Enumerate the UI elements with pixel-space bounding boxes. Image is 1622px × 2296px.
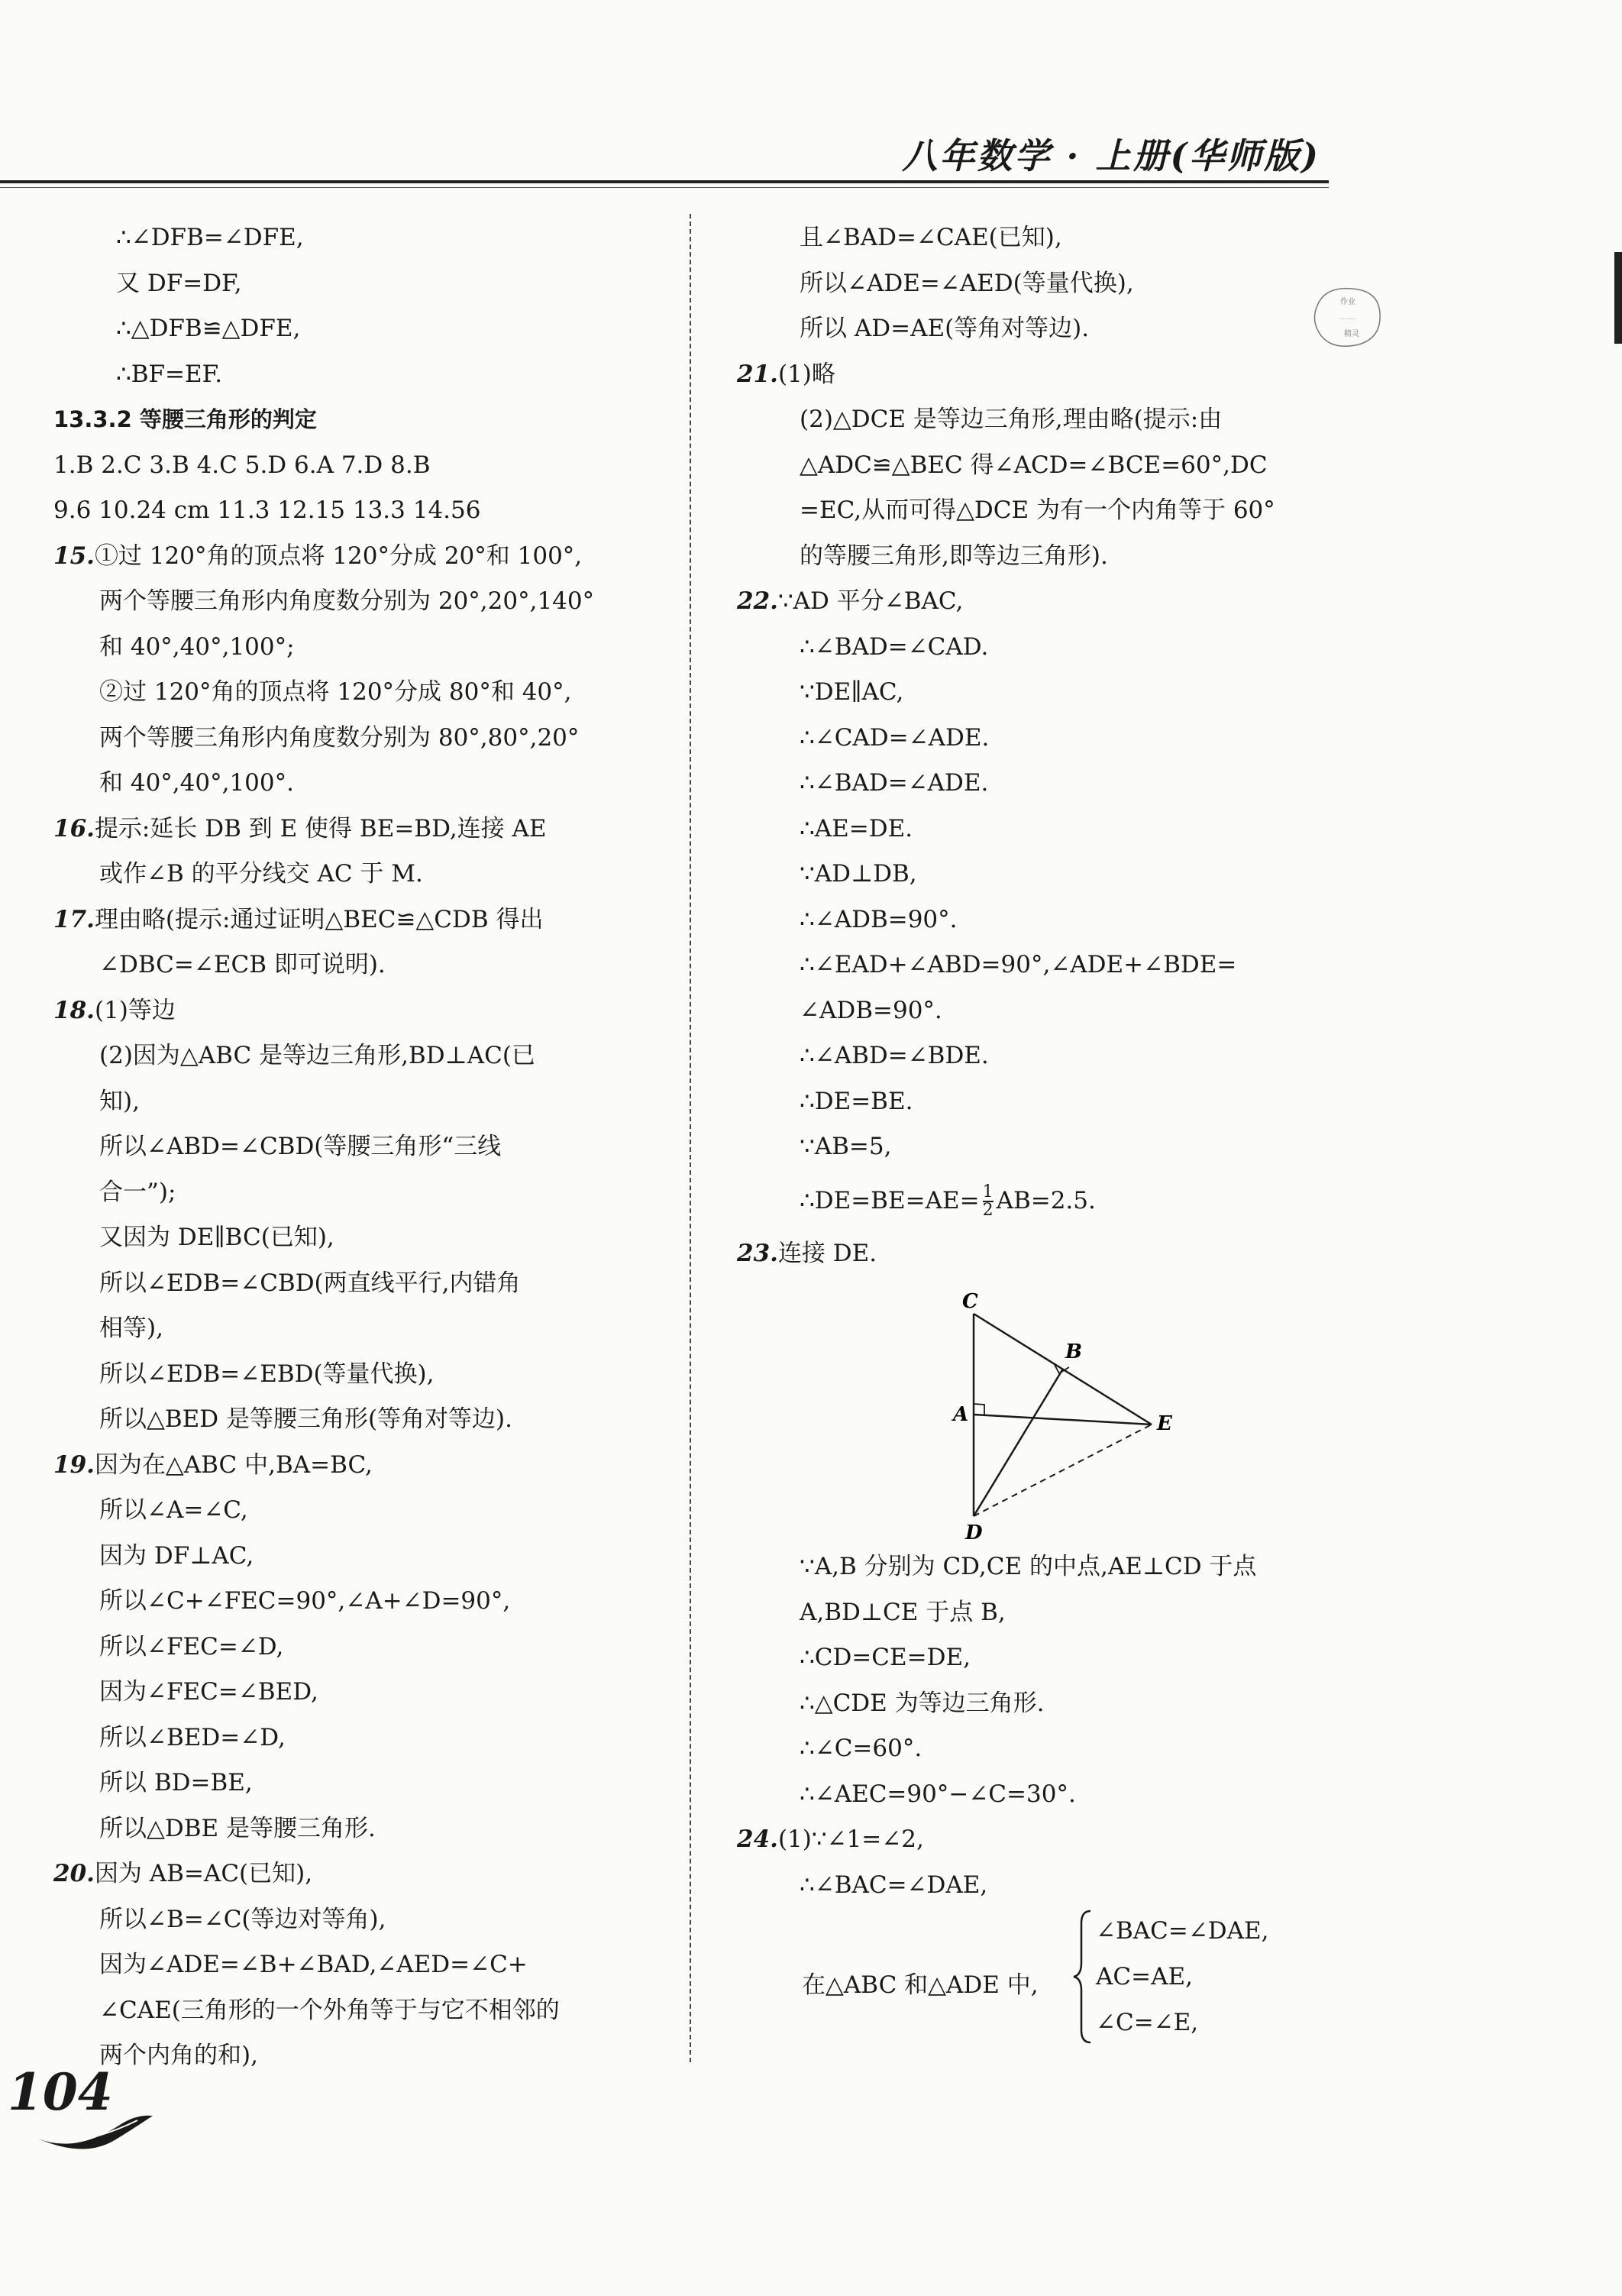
- text-line: [737, 1590, 1340, 1636]
- line-text: 所以∠ADE=∠AED(等量代换),: [800, 269, 1134, 297]
- text-line: [53, 1625, 664, 1670]
- text-line: [737, 943, 1340, 988]
- text-line: [53, 1851, 664, 1897]
- text-line: [53, 2033, 664, 2079]
- question-number: 17.: [53, 905, 95, 933]
- text-line: [737, 488, 1340, 534]
- line-text: (2)因为△ABC 是等边三角形,BD⊥AC(已: [99, 1042, 535, 1069]
- line-text: 所以△BED 是等腰三角形(等角对等边).: [99, 1405, 513, 1433]
- line-text: 所以 BD=BE,: [99, 1769, 253, 1796]
- text-line: [737, 761, 1340, 807]
- fraction-half: [983, 1184, 994, 1219]
- line-text: 因为 DF⊥AC,: [99, 1541, 254, 1570]
- fraction-denominator: 2: [982, 1201, 994, 1220]
- line-text: ∴CD=CE=DE,: [800, 1644, 971, 1671]
- line-text: ∴∠C=60°.: [800, 1735, 922, 1762]
- text-line: [737, 1817, 1340, 1863]
- line-text: 所以△DBE 是等腰三角形.: [99, 1814, 376, 1842]
- text-line: [53, 1806, 664, 1852]
- line-text: 两个等腰三角形内角度数分别为 80°,80°,20°: [99, 723, 580, 752]
- question-number: 21.: [737, 360, 778, 388]
- line-text: 和 40°,40°,100°;: [99, 632, 295, 661]
- geometry-figure: [947, 1291, 1207, 1543]
- line-text: 所以∠C+∠FEC=90°,∠A+∠D=90°,: [99, 1587, 511, 1615]
- text-line: [53, 1897, 664, 1943]
- line-text: ∴∠ABD=∠BDE.: [800, 1042, 989, 1069]
- line-text: ∵DE∥AC,: [800, 678, 904, 706]
- line-text: 9.6 10.24 cm 11.3 12.15 13.3 14.56: [53, 496, 481, 524]
- text-line: [737, 534, 1340, 580]
- text-line: [53, 1033, 664, 1079]
- text-line: [737, 1544, 1340, 1590]
- text-line: [53, 1397, 664, 1443]
- text-line: [53, 761, 664, 807]
- line-text: (2)△DCE 是等边三角形,理由略(提示:由: [800, 406, 1223, 433]
- text-line: [737, 1726, 1340, 1772]
- text-line: [53, 1579, 664, 1625]
- line-text: 所以∠EDB=∠EBD(等量代换),: [99, 1360, 435, 1388]
- text-line: [53, 1352, 664, 1398]
- text-line: [53, 1761, 664, 1806]
- text-line: [53, 1488, 664, 1534]
- text-line: [53, 1716, 664, 1761]
- q23-heading: [737, 1231, 1340, 1277]
- system-items: [1096, 1908, 1269, 2045]
- question-number: 19.: [53, 1450, 95, 1479]
- svg-text:··········: ··········: [1339, 316, 1357, 322]
- segment-ae: [974, 1415, 1152, 1424]
- text-line: [737, 807, 1340, 852]
- line-text: A,BD⊥CE 于点 B,: [800, 1598, 1006, 1626]
- line-text: 知),: [99, 1087, 140, 1115]
- line-text: 所以∠A=∠C,: [99, 1496, 248, 1524]
- line-text: ∴△DFB≌△DFE,: [116, 315, 301, 342]
- line-text: 合一”);: [99, 1178, 176, 1206]
- line-text: ∴∠BAD=∠ADE.: [800, 769, 989, 797]
- text-line: [737, 261, 1340, 307]
- line-text: 又因为 DE∥BC(已知),: [99, 1224, 334, 1251]
- text-line: [737, 625, 1340, 671]
- text-line: [737, 1681, 1340, 1727]
- right-column: [737, 215, 1340, 1276]
- line-text: ∴AE=DE.: [800, 814, 913, 842]
- line-text: 所以∠EDB=∠CBD(两直线平行,内错角: [99, 1269, 521, 1297]
- text-line: [53, 1079, 664, 1125]
- fraction-numerator: 1: [982, 1182, 994, 1201]
- line-text: 所以∠BED=∠D,: [99, 1723, 286, 1751]
- text-line: [53, 625, 664, 671]
- text-line: [737, 215, 1340, 261]
- line-text: 所以∠B=∠C(等边对等角),: [99, 1905, 386, 1933]
- text-line: [737, 1033, 1340, 1079]
- right-angle-mark-a: [974, 1404, 984, 1415]
- leaf-ornament-icon: [31, 2093, 160, 2162]
- line-text: ∴∠EAD+∠ABD=90°,∠ADE+∠BDE=: [800, 951, 1237, 978]
- text-line: [53, 1942, 664, 1988]
- question-number: 22.: [737, 587, 778, 615]
- line-text: 因为∠FEC=∠BED,: [99, 1678, 318, 1706]
- text-line: [737, 670, 1340, 716]
- text-line: [737, 897, 1340, 943]
- text-line: [737, 852, 1340, 897]
- left-column: [53, 215, 664, 2079]
- system-item: ∠BAC=∠DAE,: [1096, 1917, 1269, 1945]
- line-text: ∠DBC=∠ECB 即可说明).: [99, 951, 386, 978]
- text-line: [737, 579, 1340, 625]
- text-line: [53, 807, 664, 852]
- line-text: 提示:延长 DB 到 E 使得 BE=BD,连接 AE: [94, 814, 547, 842]
- line-text: 两个内角的和),: [99, 2042, 258, 2069]
- line-text: 且∠BAD=∠CAE(已知),: [800, 224, 1062, 251]
- system-item: ∠C=∠E,: [1096, 2009, 1199, 2036]
- text-line: [53, 670, 664, 716]
- section-heading: [53, 397, 664, 443]
- label-e: E: [1157, 1412, 1172, 1435]
- label-a: A: [953, 1403, 969, 1426]
- text-line: [53, 852, 664, 897]
- line-text: ∴△CDE 为等边三角形.: [800, 1689, 1045, 1717]
- line-text: ∠CAE(三角形的一个外角等于与它不相邻的: [99, 1996, 560, 2024]
- curly-brace: [1071, 1908, 1094, 2045]
- question-number: 18.: [53, 996, 95, 1024]
- text-line: [737, 1863, 1340, 1909]
- question-number: 20.: [53, 1860, 95, 1887]
- line-text: ∵A,B 分别为 CD,CE 的中点,AE⊥CD 于点: [800, 1553, 1257, 1580]
- text-line: [737, 988, 1340, 1034]
- question-number: 23.: [737, 1239, 778, 1267]
- text-line: [737, 1772, 1340, 1818]
- header-rule-thin: [0, 187, 1329, 188]
- line-text: △ADC≌△BEC 得∠ACD=∠BCE=60°,DC: [800, 451, 1268, 479]
- text-line: [53, 261, 664, 307]
- text-line: [53, 352, 664, 398]
- text-line: [737, 1124, 1340, 1170]
- right-column-bottom: [737, 1544, 1340, 1908]
- text-line: [53, 1124, 664, 1170]
- text-line: [53, 488, 664, 534]
- line-text: ②过 120°角的顶点将 120°分成 80°和 40°,: [99, 678, 572, 706]
- column-divider: [690, 214, 691, 2062]
- line-text: 两个等腰三角形内角度数分别为 20°,20°,140°: [99, 587, 595, 615]
- text-line: [53, 1670, 664, 1716]
- text-line: [53, 534, 664, 580]
- text-line: [53, 1443, 664, 1489]
- question-number: 16.: [53, 814, 95, 842]
- line-text: ∴∠BAD=∠CAD.: [800, 632, 989, 661]
- line-text: 或作∠B 的平分线交 AC 于 M.: [99, 860, 423, 888]
- line-text: ∵AD 平分∠BAC,: [777, 587, 964, 615]
- page-edge-mark: [1614, 252, 1622, 344]
- line-text: =EC,从而可得△DCE 为有一个内角等于 60°: [800, 496, 1275, 524]
- text-line: [53, 988, 664, 1034]
- line-text: 13.3.2 等腰三角形的判定: [53, 406, 317, 432]
- text-line: [53, 1988, 664, 2034]
- text-line: [737, 352, 1340, 398]
- page-number: 104: [8, 2062, 113, 2122]
- line-text: 因为 AB=AC(已知),: [94, 1860, 313, 1887]
- system-item: AC=AE,: [1096, 1963, 1193, 1990]
- line-text: ∴BF=EF.: [116, 360, 223, 388]
- line-text: ∵AB=5,: [800, 1133, 892, 1160]
- line-text: (1)∵∠1=∠2,: [777, 1825, 924, 1853]
- header-rule: [0, 180, 1329, 183]
- line-text: ∴∠ADB=90°.: [800, 905, 958, 933]
- text-line: [53, 897, 664, 943]
- text-line: [53, 943, 664, 988]
- text-line: [737, 1635, 1340, 1681]
- line-text: (1)等边: [94, 996, 176, 1024]
- text-line: [737, 306, 1340, 352]
- text-line: [53, 215, 664, 261]
- line-text: 理由略(提示:通过证明△BEC≌△CDB 得出: [94, 905, 544, 933]
- text-line: [737, 1079, 1340, 1125]
- line-text: 所以∠ABD=∠CBD(等腰三角形“三线: [99, 1133, 502, 1160]
- label-d: D: [965, 1522, 983, 1543]
- line-text: ∠ADB=90°.: [800, 996, 942, 1024]
- line-text: ∴∠CAD=∠ADE.: [800, 723, 990, 752]
- line-text: (1)略: [777, 360, 835, 388]
- line-text: 又 DF=DF,: [116, 269, 242, 297]
- q23-text: 连接 DE.: [777, 1239, 877, 1267]
- text-line: [53, 306, 664, 352]
- line-text: ①过 120°角的顶点将 120°分成 20°和 100°,: [94, 542, 583, 570]
- line-text: ∴∠AEC=90°−∠C=30°.: [800, 1780, 1076, 1808]
- text-line: [53, 579, 664, 625]
- text-line: [53, 443, 664, 489]
- question-number: 15.: [53, 542, 95, 570]
- text-line: [53, 716, 664, 762]
- label-c: C: [962, 1291, 978, 1313]
- line-text: 的等腰三角形,即等边三角形).: [800, 542, 1108, 570]
- line-text: ∵AD⊥DB,: [800, 860, 917, 888]
- svg-text:精灵: 精灵: [1344, 330, 1359, 338]
- frac-before: ∴DE=BE=AE=: [800, 1186, 980, 1214]
- label-b: B: [1065, 1340, 1082, 1363]
- text-line: [53, 1215, 664, 1261]
- segment-db: [974, 1369, 1063, 1516]
- line-text: 因为∠ADE=∠B+∠BAD,∠AED=∠C+: [99, 1951, 528, 1978]
- line-text: 因为在△ABC 中,BA=BC,: [94, 1450, 373, 1479]
- page-header-title: 八年数学 · 上册(华师版): [902, 135, 1320, 176]
- line-text: ∴DE=BE.: [800, 1087, 913, 1115]
- line-text: 和 40°,40°,100°.: [99, 769, 294, 797]
- line-text: 相等),: [99, 1315, 163, 1342]
- line-text: ∴∠BAC=∠DAE,: [800, 1871, 988, 1899]
- text-line: [53, 1170, 664, 1216]
- frac-after: AB=2.5.: [996, 1186, 1096, 1214]
- text-line: [737, 716, 1340, 762]
- line-text: 所以 AD=AE(等角对等边).: [800, 315, 1090, 342]
- text-line: [53, 1306, 664, 1352]
- text-line: [53, 1261, 664, 1307]
- line-text: ∴∠DFB=∠DFE,: [116, 224, 304, 251]
- line-text: 1.B 2.C 3.B 4.C 5.D 6.A 7.D 8.B: [53, 451, 431, 479]
- text-line: [53, 1534, 664, 1580]
- text-line: [737, 443, 1340, 489]
- svg-text:作业: 作业: [1340, 298, 1355, 306]
- text-line: [737, 397, 1340, 443]
- line-text: 所以∠FEC=∠D,: [99, 1632, 284, 1661]
- question-number: 24.: [737, 1825, 778, 1853]
- system-label: 在△ABC 和△ADE 中,: [802, 1971, 1039, 1999]
- fraction-line: [737, 1170, 1340, 1231]
